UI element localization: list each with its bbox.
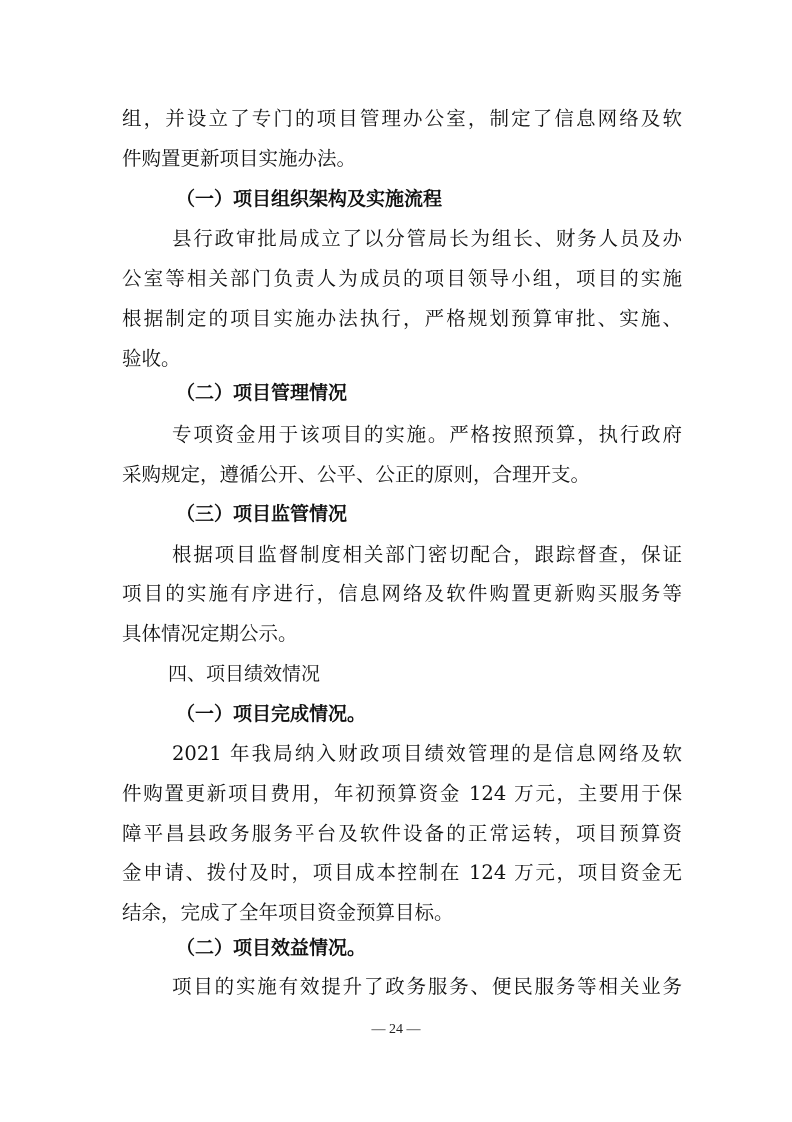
section-heading: （二）项目管理情况 [176,382,348,404]
section-heading: （三）项目监管情况 [176,503,348,525]
section-heading: （二）项目效益情况。 [176,937,367,959]
body-line: 验收。 [122,347,181,370]
body-line: 根据制定的项目实施办法执行，严格规划预算审批、实施、 [122,307,682,330]
body-line: 公室等相关部门负责人为成员的项目领导小组，项目的实施 [122,267,682,290]
section-heading: （一）项目组织架构及实施流程 [176,188,443,210]
body-line: 专项资金用于该项目的实施。严格按照预算，执行政府 [172,423,682,446]
body-line: 根据项目监督制度相关部门密切配合，跟踪督查，保证 [172,543,682,566]
body-line: 具体情况定期公示。 [122,622,298,645]
body-line: 件购置更新项目费用，年初预算资金 124 万元，主要用于保 [122,782,682,805]
section-heading: （一）项目完成情况。 [176,703,367,725]
body-line: 障平昌县政务服务平台及软件设备的正常运转，项目预算资 [122,822,682,845]
body-line: 项目的实施有序进行，信息网络及软件购置更新购买服务等 [122,582,682,605]
body-line: 件购置更新项目实施办法。 [122,147,357,170]
body-line: 结余，完成了全年项目资金预算目标。 [122,901,454,924]
body-line: 项目的实施有效提升了政务服务、便民服务等相关业务 [172,975,682,998]
body-line: 2021 年我局纳入财政项目绩效管理的是信息网络及软 [172,742,682,765]
body-line: 采购规定，遵循公开、公平、公正的原则，合理开支。 [122,463,591,486]
chapter-heading: 四、项目绩效情况 [168,663,321,685]
body-line: 组，并设立了专门的项目管理办公室，制定了信息网络及软 [122,107,682,130]
body-line: 县行政审批局成立了以分管局长为组长、财务人员及办 [172,227,682,250]
body-line: 金申请、拨付及时，项目成本控制在 124 万元，项目资金无 [122,861,682,884]
page-number: — 24 — [371,1022,421,1037]
